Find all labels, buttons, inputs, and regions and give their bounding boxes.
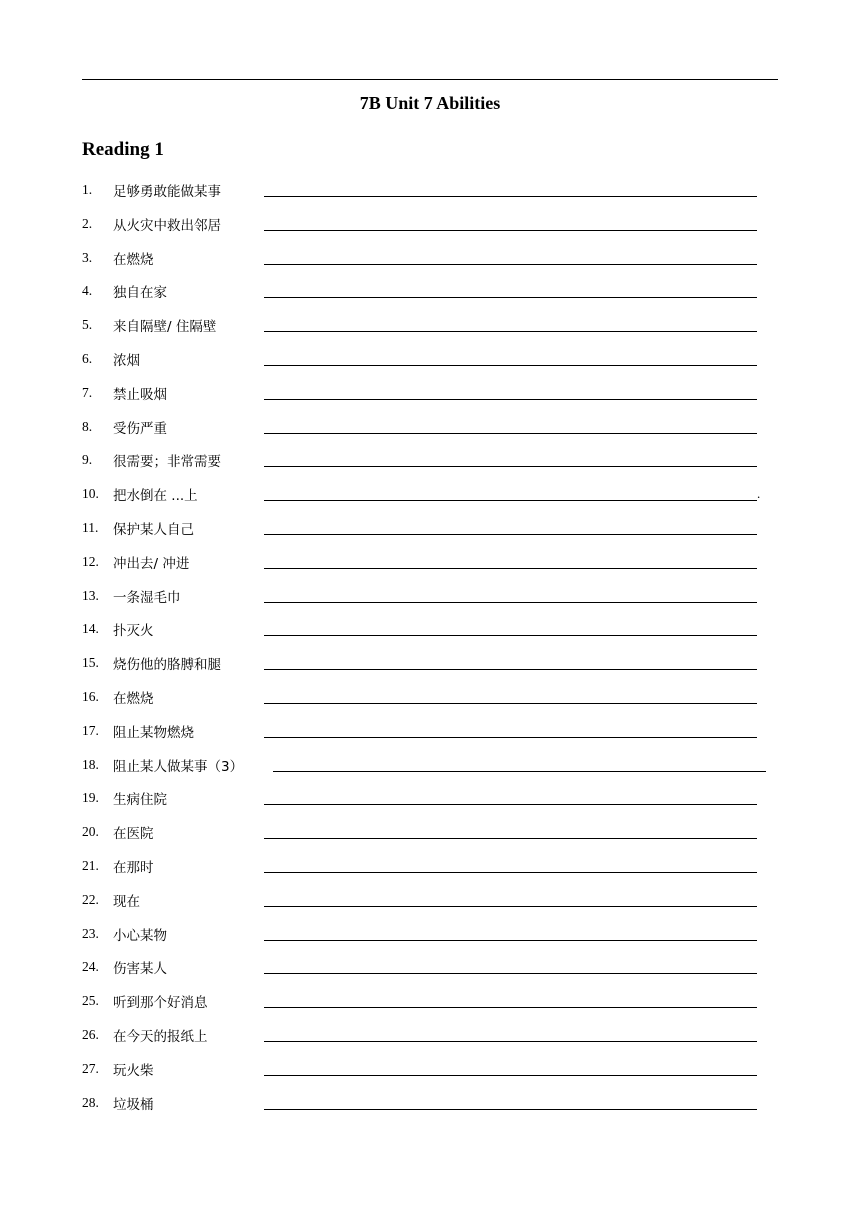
trailing-punctuation: . [757, 486, 761, 502]
item-prompt: 在燃烧 [113, 691, 154, 707]
item-number: 7. [82, 384, 93, 400]
exercise-item [0, 281, 860, 301]
item-prompt: 在那时 [113, 860, 154, 876]
exercise-item [0, 619, 860, 639]
item-number: 9. [82, 452, 93, 468]
exercise-item [0, 822, 860, 842]
item-prompt: 一条湿毛巾 [113, 589, 181, 606]
answer-blank[interactable] [264, 196, 757, 197]
item-prompt: 来自隔壁/ 住隔壁 [113, 319, 217, 336]
exercise-item [0, 653, 860, 673]
header-rule [82, 79, 778, 80]
item-number: 23. [82, 925, 99, 941]
item-number: 28. [82, 1094, 99, 1110]
item-number: 18. [82, 756, 99, 772]
answer-blank[interactable] [264, 1041, 757, 1042]
answer-blank[interactable] [264, 466, 757, 467]
exercise-item [0, 383, 860, 403]
item-number: 15. [82, 655, 99, 671]
answer-blank[interactable] [273, 771, 766, 772]
item-prompt: 烧伤他的胳膊和腿 [113, 657, 221, 674]
answer-blank[interactable] [264, 838, 757, 839]
item-prompt: 独自在家 [113, 285, 167, 302]
item-prompt: 足够勇敢能做某事 [113, 184, 221, 200]
item-number: 14. [82, 621, 99, 637]
item-prompt: 扑灭火 [113, 623, 154, 640]
exercise-item [0, 586, 860, 606]
item-number: 22. [82, 891, 99, 907]
answer-blank[interactable] [264, 297, 757, 298]
item-number: 25. [82, 993, 99, 1009]
exercise-item [0, 755, 860, 775]
item-prompt: 从火灾中救出邻居 [113, 217, 221, 234]
item-prompt: 听到那个好消息 [113, 995, 208, 1012]
item-number: 10. [82, 486, 99, 502]
answer-blank[interactable] [264, 1109, 757, 1110]
answer-blank[interactable] [264, 1075, 757, 1076]
answer-blank[interactable] [264, 804, 757, 805]
exercise-item [0, 924, 860, 944]
answer-blank[interactable] [264, 534, 757, 535]
item-prompt: 冲出去/ 冲进 [113, 555, 190, 572]
exercise-item [0, 1025, 860, 1045]
exercise-item [0, 349, 860, 369]
item-number: 13. [82, 587, 99, 603]
answer-blank[interactable] [264, 568, 757, 569]
answer-blank[interactable] [264, 602, 757, 603]
exercise-item [0, 788, 860, 808]
item-prompt: 浓烟 [113, 353, 140, 369]
item-prompt: 阻止某人做某事（3） [113, 758, 244, 775]
item-number: 2. [82, 215, 93, 231]
exercise-item [0, 450, 860, 470]
answer-blank[interactable] [264, 365, 757, 366]
exercise-item [0, 214, 860, 234]
answer-blank[interactable] [264, 399, 757, 400]
answer-blank[interactable] [264, 669, 757, 670]
item-number: 4. [82, 283, 93, 299]
item-prompt: 伤害某人 [113, 961, 167, 978]
item-prompt: 禁止吸烟 [113, 386, 167, 403]
item-prompt: 垃圾桶 [113, 1096, 154, 1113]
exercise-item [0, 687, 860, 707]
item-prompt: 小心某物 [113, 927, 167, 944]
document-title: 7B Unit 7 Abilities [359, 93, 501, 113]
item-prompt: 受伤严重 [113, 420, 167, 437]
answer-blank[interactable] [264, 635, 757, 636]
item-prompt: 玩火柴 [113, 1062, 154, 1079]
exercise-item [0, 957, 860, 977]
item-number: 26. [82, 1027, 99, 1042]
section-heading: Reading 1 [82, 139, 164, 160]
item-number: 16. [82, 689, 99, 704]
answer-blank[interactable] [264, 433, 757, 434]
answer-blank[interactable] [264, 737, 757, 738]
answer-blank[interactable] [264, 500, 757, 501]
answer-blank[interactable] [264, 1007, 757, 1008]
item-prompt: 在今天的报纸上 [113, 1029, 208, 1045]
item-number: 21. [82, 858, 99, 873]
item-number: 19. [82, 790, 99, 806]
answer-blank[interactable] [264, 906, 757, 907]
exercise-item [0, 552, 860, 572]
exercise-item [0, 484, 860, 504]
item-prompt: 很需要；非常需要 [113, 454, 221, 471]
item-number: 11. [82, 520, 99, 535]
answer-blank[interactable] [264, 872, 757, 873]
item-number: 24. [82, 959, 99, 975]
item-prompt: 保护某人自己 [113, 522, 194, 538]
item-prompt: 现在 [113, 893, 140, 910]
exercise-item [0, 1059, 860, 1079]
exercise-item [0, 518, 860, 538]
answer-blank[interactable] [264, 940, 757, 941]
item-number: 3. [82, 249, 93, 265]
item-prompt: 阻止某物燃烧 [113, 724, 194, 741]
exercise-item [0, 856, 860, 876]
exercise-item [0, 248, 860, 268]
answer-blank[interactable] [264, 973, 757, 974]
item-number: 8. [82, 418, 93, 434]
answer-blank[interactable] [264, 331, 757, 332]
exercise-item [0, 1093, 860, 1113]
item-prompt: 在医院 [113, 826, 154, 843]
item-number: 12. [82, 553, 99, 569]
item-prompt: 把水倒在 ...上 [113, 488, 198, 505]
exercise-item [0, 890, 860, 910]
item-prompt: 生病住院 [113, 792, 167, 809]
exercise-item [0, 721, 860, 741]
answer-blank[interactable] [264, 230, 757, 231]
exercise-item [0, 315, 860, 335]
item-number: 17. [82, 722, 99, 738]
item-number: 5. [82, 317, 93, 333]
item-prompt: 在燃烧 [113, 251, 154, 268]
exercise-item [0, 417, 860, 437]
item-number: 6. [82, 351, 93, 366]
exercise-item [0, 180, 860, 200]
item-number: 20. [82, 824, 99, 840]
answer-blank[interactable] [264, 703, 757, 704]
answer-blank[interactable] [264, 264, 757, 265]
exercise-item [0, 991, 860, 1011]
item-number: 27. [82, 1060, 99, 1076]
item-number: 1. [82, 182, 93, 197]
